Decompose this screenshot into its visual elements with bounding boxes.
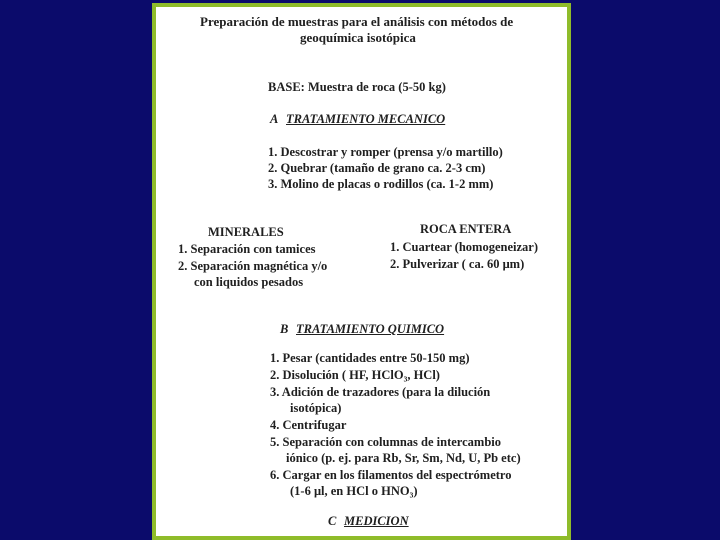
section-b-step-1: 1. Pesar (cantidades entre 50-150 mg) bbox=[270, 351, 470, 365]
title-line-1: Preparación de muestras para el análisis con métodos de bbox=[200, 14, 514, 29]
section-b-step-3: 3. Adición de trazadores (para la dilución bbox=[270, 385, 491, 399]
section-b-step-4: 4. Centrifugar bbox=[270, 418, 347, 432]
section-b-step-2: 2. Disolución ( HF, HClO₃, HCl) bbox=[270, 368, 440, 382]
section-a-step-3: 3. Molino de placas o rodillos (ca. 1-2 mm) bbox=[268, 177, 494, 191]
section-c-letter: C bbox=[328, 514, 337, 528]
minerales-step-1: 1. Separación con tamices bbox=[178, 242, 316, 256]
base-label: BASE: Muestra de roca (5-50 kg) bbox=[268, 80, 446, 94]
scanned-page bbox=[156, 7, 567, 536]
roca-entera-step-1: 1. Cuartear (homogeneizar) bbox=[390, 240, 538, 254]
section-a-step-2: 2. Quebrar (tamaño de grano ca. 2-3 cm) bbox=[268, 161, 486, 175]
section-b-step-6-cont: (1-6 μl, en HCl o HNO₃) bbox=[290, 484, 418, 498]
section-b-heading: TRATAMIENTO QUIMICO bbox=[296, 322, 445, 336]
minerales-heading: MINERALES bbox=[208, 225, 284, 239]
minerales-step-3: con liquidos pesados bbox=[194, 275, 304, 289]
section-b-step-5: 5. Separación con columnas de intercambio bbox=[270, 435, 502, 449]
section-b-step-3-cont: isotópica) bbox=[290, 401, 342, 415]
section-c-heading: MEDICION bbox=[344, 514, 409, 528]
roca-entera-step-2: 2. Pulverizar ( ca. 60 μm) bbox=[390, 257, 525, 271]
section-b-step-6: 6. Cargar en los filamentos del espectrómetro bbox=[270, 468, 512, 482]
document-frame bbox=[152, 3, 571, 540]
section-a-heading: TRATAMIENTO MECANICO bbox=[286, 112, 446, 126]
section-b-letter: B bbox=[280, 322, 289, 336]
section-b-step-5-cont: iónico (p. ej. para Rb, Sr, Sm, Nd, U, Pb etc) bbox=[286, 451, 521, 465]
section-a-letter: A bbox=[270, 112, 279, 126]
section-a-step-1: 1. Descostrar y romper (prensa y/o martillo) bbox=[268, 145, 503, 159]
minerales-step-2: 2. Separación magnética y/o bbox=[178, 259, 328, 273]
title-line-2: geoquímica isotópica bbox=[300, 30, 416, 45]
roca-entera-heading: ROCA ENTERA bbox=[420, 222, 512, 236]
